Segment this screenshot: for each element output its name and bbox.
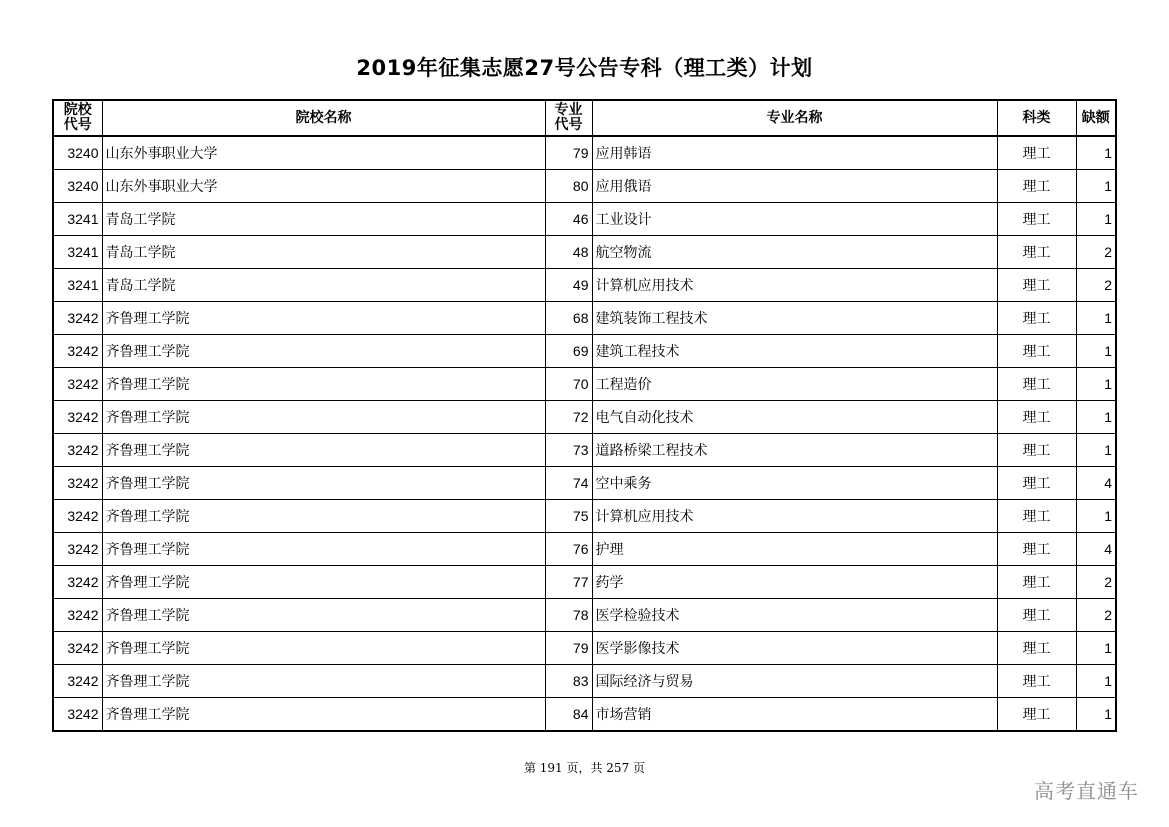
table-row: [53, 368, 1116, 401]
cell-major-code: 48: [545, 236, 592, 269]
table-row: [53, 467, 1116, 500]
cell-category: 理工: [997, 302, 1076, 335]
table-row: [53, 401, 1116, 434]
cell-major-name: 建筑工程技术: [592, 335, 997, 368]
cell-category: 理工: [997, 566, 1076, 599]
cell-major-name: 工业设计: [592, 203, 997, 236]
cell-category: 理工: [997, 269, 1076, 302]
cell-school-code: 3242: [53, 500, 102, 533]
cell-quota: 2: [1076, 566, 1116, 599]
table-row: [53, 533, 1116, 566]
cell-school-code: 3242: [53, 698, 102, 732]
table-row: [53, 335, 1116, 368]
cell-quota: 4: [1076, 533, 1116, 566]
cell-major-name: 工程造价: [592, 368, 997, 401]
header-category: 科类: [997, 100, 1076, 136]
cell-category: 理工: [997, 136, 1076, 170]
cell-major-name: 计算机应用技术: [592, 269, 997, 302]
cell-school-name: 齐鲁理工学院: [102, 599, 545, 632]
cell-school-code: 3241: [53, 203, 102, 236]
cell-quota: 4: [1076, 467, 1116, 500]
cell-quota: 1: [1076, 335, 1116, 368]
cell-school-name: 齐鲁理工学院: [102, 335, 545, 368]
cell-major-name: 应用韩语: [592, 136, 997, 170]
cell-category: 理工: [997, 533, 1076, 566]
cell-major-code: 76: [545, 533, 592, 566]
header-quota: 缺额: [1076, 100, 1116, 136]
cell-major-code: 74: [545, 467, 592, 500]
cell-school-code: 3242: [53, 533, 102, 566]
cell-major-name: 医学检验技术: [592, 599, 997, 632]
cell-major-name: 护理: [592, 533, 997, 566]
table-row: [53, 665, 1116, 698]
cell-major-name: 建筑装饰工程技术: [592, 302, 997, 335]
cell-quota: 1: [1076, 302, 1116, 335]
cell-category: 理工: [997, 632, 1076, 665]
cell-school-name: 青岛工学院: [102, 236, 545, 269]
cell-major-code: 83: [545, 665, 592, 698]
cell-category: 理工: [997, 368, 1076, 401]
cell-school-code: 3242: [53, 401, 102, 434]
cell-category: 理工: [997, 401, 1076, 434]
header-major-name: 专业名称: [592, 100, 997, 136]
cell-major-code: 77: [545, 566, 592, 599]
cell-major-code: 49: [545, 269, 592, 302]
table-row: [53, 170, 1116, 203]
cell-major-code: 68: [545, 302, 592, 335]
cell-major-code: 69: [545, 335, 592, 368]
enrollment-plan-table: [52, 99, 1117, 732]
cell-category: 理工: [997, 236, 1076, 269]
cell-school-name: 山东外事职业大学: [102, 136, 545, 170]
cell-major-name: 医学影像技术: [592, 632, 997, 665]
cell-school-code: 3242: [53, 599, 102, 632]
cell-school-code: 3242: [53, 368, 102, 401]
cell-major-code: 78: [545, 599, 592, 632]
cell-school-code: 3242: [53, 335, 102, 368]
cell-quota: 2: [1076, 599, 1116, 632]
cell-major-name: 药学: [592, 566, 997, 599]
cell-school-code: 3241: [53, 236, 102, 269]
cell-school-code: 3240: [53, 170, 102, 203]
cell-category: 理工: [997, 170, 1076, 203]
table-row: [53, 500, 1116, 533]
cell-quota: 2: [1076, 269, 1116, 302]
cell-major-code: 73: [545, 434, 592, 467]
cell-school-name: 齐鲁理工学院: [102, 500, 545, 533]
cell-quota: 1: [1076, 500, 1116, 533]
table-header-row: [53, 100, 1116, 136]
cell-quota: 1: [1076, 632, 1116, 665]
watermark-text: 高考直通车: [1034, 779, 1139, 803]
table-row: [53, 434, 1116, 467]
cell-school-name: 山东外事职业大学: [102, 170, 545, 203]
cell-school-name: 齐鲁理工学院: [102, 401, 545, 434]
table-row: [53, 566, 1116, 599]
table-row: [53, 599, 1116, 632]
cell-major-code: 80: [545, 170, 592, 203]
cell-school-name: 齐鲁理工学院: [102, 368, 545, 401]
table-row: [53, 269, 1116, 302]
table-row: [53, 302, 1116, 335]
cell-major-code: 75: [545, 500, 592, 533]
cell-category: 理工: [997, 335, 1076, 368]
cell-school-name: 齐鲁理工学院: [102, 632, 545, 665]
cell-major-code: 72: [545, 401, 592, 434]
header-major-code: 专业 代号: [545, 100, 592, 136]
cell-school-code: 3242: [53, 302, 102, 335]
cell-quota: 1: [1076, 170, 1116, 203]
cell-major-name: 计算机应用技术: [592, 500, 997, 533]
table-row: [53, 236, 1116, 269]
cell-school-name: 齐鲁理工学院: [102, 434, 545, 467]
cell-category: 理工: [997, 599, 1076, 632]
cell-quota: 1: [1076, 203, 1116, 236]
cell-quota: 1: [1076, 698, 1116, 732]
header-school-code: 院校 代号: [53, 100, 102, 136]
cell-quota: 1: [1076, 368, 1116, 401]
cell-major-name: 市场营销: [592, 698, 997, 732]
cell-quota: 2: [1076, 236, 1116, 269]
cell-category: 理工: [997, 665, 1076, 698]
cell-school-code: 3242: [53, 665, 102, 698]
cell-major-name: 应用俄语: [592, 170, 997, 203]
cell-major-code: 79: [545, 136, 592, 170]
cell-school-code: 3240: [53, 136, 102, 170]
cell-major-code: 70: [545, 368, 592, 401]
cell-major-name: 道路桥梁工程技术: [592, 434, 997, 467]
cell-major-name: 电气自动化技术: [592, 401, 997, 434]
page-footer: 第 191 页，共 257 页: [523, 761, 646, 775]
cell-school-name: 齐鲁理工学院: [102, 533, 545, 566]
cell-school-code: 3242: [53, 467, 102, 500]
cell-category: 理工: [997, 434, 1076, 467]
cell-quota: 1: [1076, 401, 1116, 434]
cell-major-code: 46: [545, 203, 592, 236]
cell-school-name: 齐鲁理工学院: [102, 467, 545, 500]
header-school-name: 院校名称: [102, 100, 545, 136]
table-row: [53, 698, 1116, 732]
cell-major-code: 84: [545, 698, 592, 732]
cell-school-name: 齐鲁理工学院: [102, 566, 545, 599]
cell-quota: 1: [1076, 665, 1116, 698]
cell-category: 理工: [997, 467, 1076, 500]
cell-school-code: 3242: [53, 566, 102, 599]
table-row: [53, 203, 1116, 236]
cell-category: 理工: [997, 698, 1076, 732]
cell-school-code: 3242: [53, 632, 102, 665]
cell-major-name: 空中乘务: [592, 467, 997, 500]
cell-school-name: 青岛工学院: [102, 203, 545, 236]
cell-school-name: 齐鲁理工学院: [102, 698, 545, 732]
document-title: 2019年征集志愿27号公告专科（理工类）计划: [356, 56, 813, 80]
table-row: [53, 136, 1116, 170]
cell-school-name: 青岛工学院: [102, 269, 545, 302]
cell-school-code: 3242: [53, 434, 102, 467]
cell-major-name: 国际经济与贸易: [592, 665, 997, 698]
cell-school-name: 齐鲁理工学院: [102, 302, 545, 335]
cell-category: 理工: [997, 203, 1076, 236]
cell-category: 理工: [997, 500, 1076, 533]
cell-school-code: 3241: [53, 269, 102, 302]
cell-quota: 1: [1076, 434, 1116, 467]
cell-school-name: 齐鲁理工学院: [102, 665, 545, 698]
table-row: [53, 632, 1116, 665]
cell-major-name: 航空物流: [592, 236, 997, 269]
cell-major-code: 79: [545, 632, 592, 665]
cell-quota: 1: [1076, 136, 1116, 170]
